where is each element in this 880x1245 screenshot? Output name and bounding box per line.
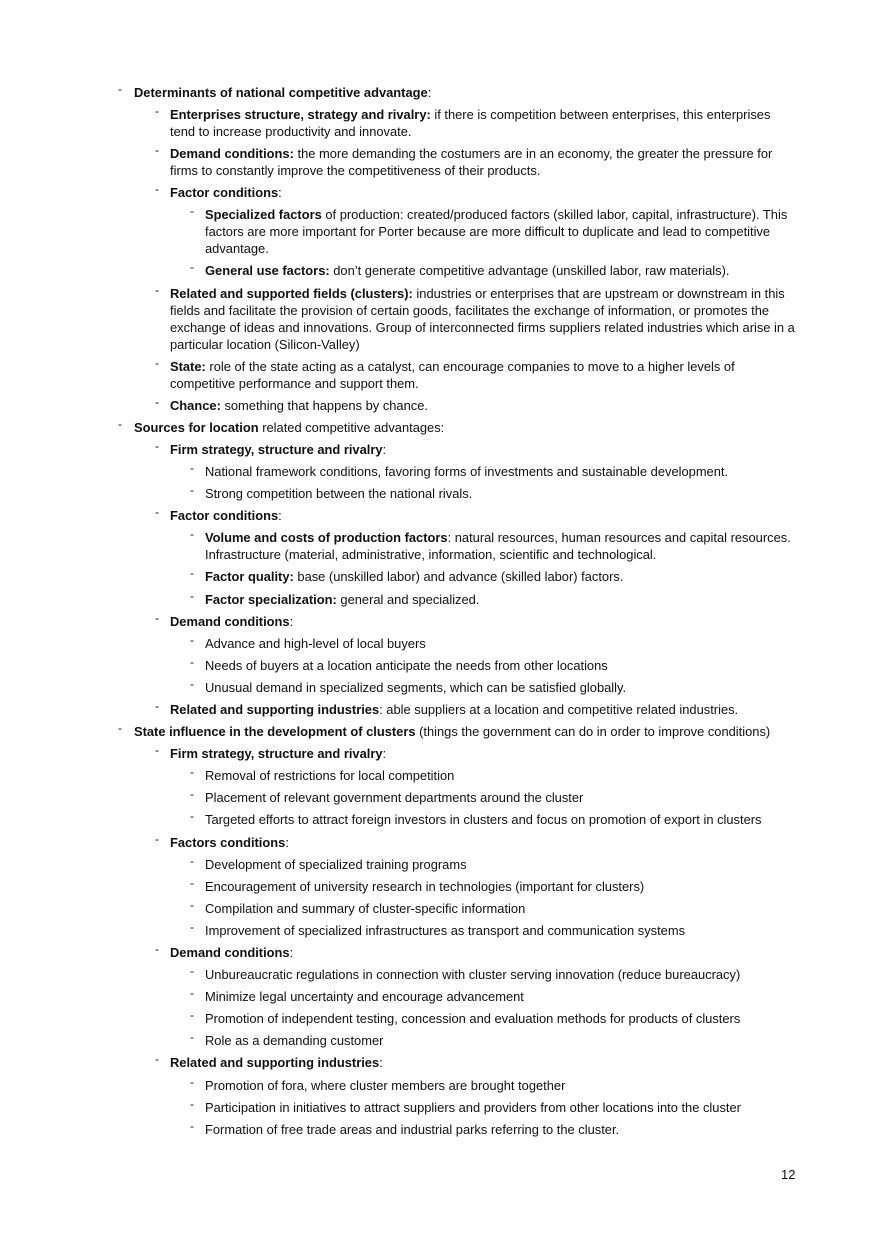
item-text: Development of specialized training programs (205, 856, 467, 872)
item-text: Formation of free trade areas and industrial parks referring to the cluster. (205, 1121, 620, 1137)
list-item-level-0 (118, 84, 798, 101)
item-text: if there is competition between enterprises, this enterprises tend to increase productivity and innovate. (170, 107, 771, 140)
item-text: : (278, 508, 282, 524)
page-number: 12 (781, 1167, 796, 1182)
item-text: base (unskilled labor) and advance (skilled labor) factors. (293, 569, 624, 585)
item-text: : (382, 746, 387, 762)
bullet-dash-icon: - (155, 104, 159, 119)
bullet-dash-icon: - (155, 1052, 159, 1067)
item-text: Role as a demanding customer (205, 1033, 384, 1049)
list-item-level-2 (118, 897, 798, 917)
bullet-dash-icon: - (155, 942, 159, 956)
item-heading: Enterprises structure, strategy and rivalry: (170, 107, 431, 123)
bullet-dash-icon: - (190, 853, 194, 868)
bullet-dash-icon: - (118, 416, 122, 431)
item-text: the more demanding the costumers are in an economy, the greater the pressure for firms to constantly improve the competitiveness of their products. (170, 146, 773, 179)
item-text: role of the state acting as a catalyst, can encourage companies to move to a higher levels of competitive performance and support them. (170, 358, 735, 391)
item-text: National framework conditions, favoring forms of investments and sustainable development. (205, 464, 729, 480)
item-heading: Factor conditions (170, 508, 279, 524)
item-text: Placement of relevant government departments around the cluster (205, 790, 584, 806)
list-item-level-2 (118, 811, 798, 828)
bullet-dash-icon: - (190, 1008, 194, 1023)
item-text: : (289, 613, 294, 629)
item-text: of production: created/produced factors (skilled labor, capital, infrastructure). This factors are more important for Porter because are more difficult to duplicate and lead to competitive advantage. (205, 207, 788, 257)
item-text: : (285, 834, 289, 850)
item-text: industries or enterprises that are upstream or downstream in this fields and facilitate the provision of certain goods, facilitates the exchange of information, or promotes the exchange of ideas and innovations. Group of interconnected firms suppliers related industries which arise in a particular location (Silicon-Valley) (170, 285, 795, 352)
list-item-level-1 (118, 394, 798, 414)
item-text: something that happens by chance. (220, 397, 428, 413)
list-item-level-2 (118, 262, 798, 279)
bullet-dash-icon: - (190, 461, 194, 476)
list-item-level-2 (118, 789, 798, 806)
item-heading: Factors conditions (170, 834, 286, 850)
list-item-level-1 (118, 438, 798, 458)
item-text: Needs of buyers at a location anticipate the needs from other locations (205, 657, 608, 673)
item-heading: Demand conditions (170, 945, 290, 960)
bullet-dash-icon: - (190, 1118, 194, 1133)
document-body (118, 84, 798, 1143)
bullet-dash-icon: - (190, 204, 194, 219)
list-item-level-1 (118, 355, 798, 392)
list-item-level-2 (118, 1074, 798, 1094)
list-item-level-2 (118, 676, 798, 696)
item-heading: Sources for location (134, 419, 259, 435)
list-item-level-1 (118, 610, 798, 630)
item-text: Encouragement of university research in technologies (important for clusters) (205, 878, 645, 894)
bullet-dash-icon: - (190, 875, 194, 890)
item-text: Advance and high-level of local buyers (205, 635, 426, 651)
item-heading: Demand conditions: (170, 146, 294, 162)
item-heading: Factor quality: (205, 569, 294, 585)
item-text: Removal of restrictions for local competition (205, 768, 455, 784)
item-text: Unusual demand in specialized segments, which can be satisfied globally. (205, 679, 627, 695)
bullet-dash-icon: - (155, 182, 159, 197)
list-item-level-2 (118, 485, 798, 502)
list-item-level-1 (118, 831, 798, 851)
item-text: : (278, 185, 282, 201)
bullet-dash-icon: - (190, 260, 194, 275)
list-item-level-2 (118, 1118, 798, 1138)
list-item-level-2 (118, 463, 798, 480)
list-item-level-1 (118, 184, 798, 201)
item-heading: State influence in the development of clusters (134, 724, 416, 740)
item-heading: Chance: (170, 397, 221, 413)
list-item-level-0 (118, 723, 798, 740)
bullet-dash-icon: - (190, 897, 194, 912)
list-item-level-1 (118, 507, 798, 524)
list-item-level-2 (118, 206, 798, 257)
bullet-dash-icon: - (190, 483, 194, 498)
item-heading: Volume and costs of production factors (205, 530, 448, 546)
item-text: : (382, 441, 387, 457)
item-text: don’t generate competitive advantage (unskilled labor, raw materials). (329, 263, 730, 279)
item-text: Targeted efforts to attract foreign investors in clusters and focus on promotion of export in clusters (205, 812, 762, 828)
bullet-dash-icon: - (190, 566, 194, 581)
item-text: (things the government can do in order to improve conditions) (415, 724, 771, 740)
item-text: : (289, 945, 294, 960)
item-text: Strong competition between the national rivals. (205, 486, 473, 502)
bullet-dash-icon: - (155, 438, 159, 453)
list-item-level-0 (118, 416, 798, 436)
item-heading: Demand conditions (170, 613, 290, 629)
list-item-level-2 (118, 529, 798, 563)
bullet-dash-icon: - (190, 1030, 194, 1045)
item-heading: Determinants of national competitive advantage (134, 85, 428, 100)
list-item-level-1 (118, 698, 798, 718)
bullet-dash-icon: - (155, 282, 159, 297)
bullet-dash-icon: - (118, 721, 122, 736)
bullet-dash-icon: - (190, 964, 194, 979)
list-item-level-1 (118, 282, 798, 353)
list-item-level-2 (118, 568, 798, 585)
item-text: Improvement of specialized infrastructures as transport and communication systems (205, 922, 686, 938)
list-item-level-1 (118, 1054, 798, 1071)
item-heading: Related and supported fields (clusters): (170, 285, 413, 301)
list-item-level-1 (118, 944, 798, 961)
list-item-level-2 (118, 1010, 798, 1027)
bullet-dash-icon: - (155, 505, 159, 520)
bullet-dash-icon: - (155, 143, 159, 158)
bullet-dash-icon: - (190, 986, 194, 1001)
item-text: : (427, 85, 432, 100)
item-heading: Specialized factors (205, 207, 322, 223)
item-heading: Factor specialization: (205, 591, 337, 607)
item-text: : able suppliers at a location and competitive related industries. (379, 701, 739, 717)
list-item-level-2 (118, 853, 798, 873)
item-text: Promotion of independent testing, concession and evaluation methods for products of clusters (205, 1011, 741, 1027)
item-heading: General use factors: (205, 263, 330, 279)
item-text: : natural resources, human resources and capital resources. Infrastructure (material, administrative, information, scientific and technological. (205, 530, 791, 563)
bullet-dash-icon: - (155, 698, 159, 713)
list-item-level-2 (118, 875, 798, 895)
bullet-dash-icon: - (190, 632, 194, 647)
list-item-level-2 (118, 654, 798, 674)
bullet-dash-icon: - (190, 527, 194, 542)
bullet-dash-icon: - (155, 394, 159, 409)
bullet-dash-icon: - (190, 765, 194, 780)
item-text: Participation in initiatives to attract suppliers and providers from other locations into the cluster (205, 1099, 741, 1115)
item-text: Promotion of fora, where cluster members are brought together (205, 1077, 566, 1093)
list-item-level-1 (118, 745, 798, 762)
item-heading: Related and supporting industries (170, 701, 380, 717)
bullet-dash-icon: - (190, 1074, 194, 1089)
list-item-level-2 (118, 767, 798, 784)
item-text: : (379, 1055, 383, 1071)
list-item-level-2 (118, 588, 798, 608)
item-text: Compilation and summary of cluster-specific information (205, 900, 526, 916)
item-heading: Factor conditions (170, 185, 279, 201)
list-item-level-2 (118, 1096, 798, 1116)
list-item-level-2 (118, 632, 798, 652)
bullet-dash-icon: - (155, 355, 159, 370)
list-item-level-2 (118, 966, 798, 983)
bullet-dash-icon: - (190, 809, 194, 824)
list-item-level-2 (118, 919, 798, 939)
bullet-dash-icon: - (190, 654, 194, 669)
bullet-dash-icon: - (190, 588, 194, 603)
list-item-level-1 (118, 106, 798, 140)
item-text: related competitive advantages: (258, 419, 445, 435)
bullet-dash-icon: - (155, 610, 159, 625)
bullet-dash-icon: - (190, 787, 194, 802)
bullet-dash-icon: - (155, 831, 159, 846)
item-heading: Firm strategy, structure and rivalry (170, 441, 383, 457)
list-item-level-1 (118, 145, 798, 179)
bullet-dash-icon: - (190, 676, 194, 691)
item-heading: Firm strategy, structure and rivalry (170, 746, 383, 762)
item-heading: Related and supporting industries (170, 1055, 380, 1071)
item-heading: State: (170, 358, 206, 374)
list-item-level-2 (118, 1032, 798, 1049)
bullet-dash-icon: - (155, 743, 159, 758)
bullet-dash-icon: - (190, 1096, 194, 1111)
bullet-dash-icon: - (190, 919, 194, 934)
item-text: Minimize legal uncertainty and encourage advancement (205, 989, 524, 1005)
item-text: Unbureaucratic regulations in connection with cluster serving innovation (reduce bureaucracy) (205, 967, 741, 983)
list-item-level-2 (118, 988, 798, 1005)
bullet-dash-icon: - (118, 82, 122, 96)
item-text: general and specialized. (336, 591, 480, 607)
